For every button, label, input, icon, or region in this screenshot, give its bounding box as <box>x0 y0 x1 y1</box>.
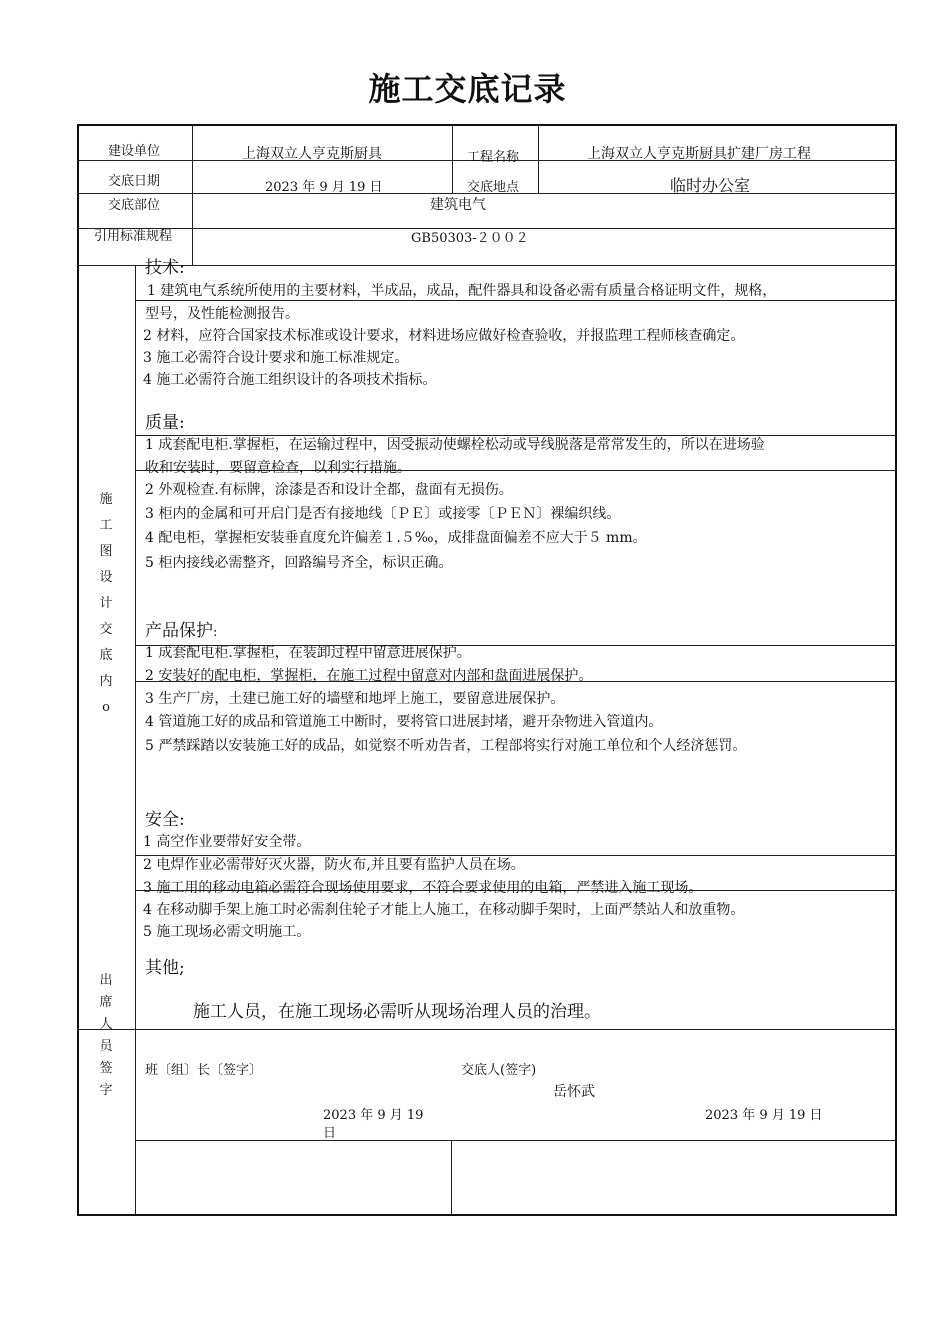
other-heading: 其他; <box>145 958 185 978</box>
safety-item: 2 电焊作业必需带好灭火器，防火布,并且要有监护人员在场。 <box>143 857 525 873</box>
quality-item: 3 柜内的金属和可开启门是否有接地线〔ＰＥ〕或接零〔ＰＥＮ〕裸编织线。 <box>145 506 621 522</box>
safety-item: 4 在移动脚手架上施工时必需刹住轮子才能上人施工，在移动脚手架时，上面严禁站人和放重物。 <box>143 902 745 918</box>
row-divider <box>135 300 897 301</box>
project-name-label: 工程名称 <box>467 150 520 165</box>
standard-value: GB50303-２００２ <box>411 231 529 246</box>
row-divider <box>78 1029 897 1030</box>
part-label: 交底部位 <box>108 198 161 213</box>
tech-item: 4 施工必需符合施工组织设计的各项技术指标。 <box>143 372 437 388</box>
protection-item: 5 严禁踩踏以安装施工好的成品，如觉察不听劝告者，工程部将实行对施工单位和个人经济惩罚。 <box>145 738 747 754</box>
quality-item: 2 外观检查.有标牌，涂漆是否和设计全都，盘面有无损伤。 <box>145 482 513 498</box>
protection-item: 1 成套配电柜.掌握柜，在装卸过程中留意进展保护。 <box>145 645 471 661</box>
col-divider <box>452 125 453 193</box>
construction-unit-label: 建设单位 <box>108 144 161 159</box>
part-value: 建筑电气 <box>430 197 486 213</box>
tech-item: 3 施工必需符合设计要求和施工标准规定。 <box>143 350 409 366</box>
col-divider <box>451 1140 452 1215</box>
quality-item: 4 配电柜，掌握柜安装垂直度允许偏差１.５‰，成排盘面偏差不应大于５ mm。 <box>145 530 647 546</box>
side-label-content: 施 工 图 设 计 交 底 内 o <box>99 492 113 715</box>
tech-item: 1 建筑电气系统所使用的主要材料，半成品，成品，配件器具和设备必需有质量合格证明文件，规格， <box>147 283 777 299</box>
location-value: 临时办公室 <box>670 176 751 195</box>
standard-label: 引用标准规程 <box>94 229 173 244</box>
quality-item: 1 成套配电柜.掌握柜，在运输过程中，因受振动使螺栓松动或导线脱落是常常发生的，所以在进场验 <box>145 437 765 453</box>
tech-heading: 技术: <box>145 258 185 278</box>
protection-heading: 产品保护: <box>145 621 218 641</box>
construction-unit-value: 上海双立人亨克斯厨具 <box>242 146 382 162</box>
quality-item: 5 柜内接线必需整齐，回路编号齐全，标识正确。 <box>145 555 453 571</box>
col-divider <box>135 265 136 1215</box>
project-name-value: 上海双立人亨克斯厨具扩建厂房工程 <box>587 146 811 162</box>
tech-item: 型号，及性能检测报告。 <box>145 306 299 322</box>
side-label-attendees: 出 席 人 员 签 字 <box>99 973 113 1098</box>
safety-item: 5 施工现场必需文明施工。 <box>143 924 311 940</box>
safety-heading: 安全: <box>145 810 185 830</box>
discloser-sign-label: 交底人(签字) <box>461 1063 537 1078</box>
row-divider <box>135 1140 897 1141</box>
date-value: 2023 年 9 月 19 日 <box>265 180 383 195</box>
leader-sign-label: 班〔组〕长〔签字〕 <box>145 1063 263 1078</box>
discloser-name: 岳怀武 <box>553 1084 595 1100</box>
discloser-sign-date: 2023 年 9 月 19 日 <box>705 1108 823 1123</box>
leader-sign-date: 2023 年 9 月 19 <box>323 1108 424 1123</box>
date-label: 交底日期 <box>108 174 161 189</box>
page-title: 施工交底记录 <box>368 70 567 108</box>
protection-item: 4 管道施工好的成品和管道施工中断时，要将管口进展封堵，避开杂物进入管道内。 <box>145 714 663 730</box>
other-text: 施工人员，在施工现场必需听从现场治理人员的治理。 <box>193 1002 601 1022</box>
col-divider <box>192 125 193 265</box>
leader-sign-date-day: 日 <box>323 1126 337 1141</box>
quality-heading: 质量: <box>145 413 185 433</box>
safety-item: 3 施工用的移动电箱必需符合现场使用要求，不符合要求使用的电箱，严禁进入施工现场。 <box>143 880 703 896</box>
quality-item: 收和安装时，要留意检查，以利实行措施。 <box>145 460 411 476</box>
safety-item: 1 高空作业要带好安全带。 <box>143 834 311 850</box>
col-divider <box>538 125 539 193</box>
tech-item: 2 材料，应符合国家技术标准或设计要求，材料进场应做好检查验收，并报监理工程师核查确定。 <box>143 328 745 344</box>
protection-item: 2 安装好的配电柜，掌握柜，在施工过程中留意对内部和盘面进展保护。 <box>145 668 593 684</box>
location-label: 交底地点 <box>467 180 520 195</box>
row-divider <box>78 265 897 266</box>
protection-item: 3 生产厂房，土建已施工好的墙壁和地坪上施工，要留意进展保护。 <box>145 691 565 707</box>
